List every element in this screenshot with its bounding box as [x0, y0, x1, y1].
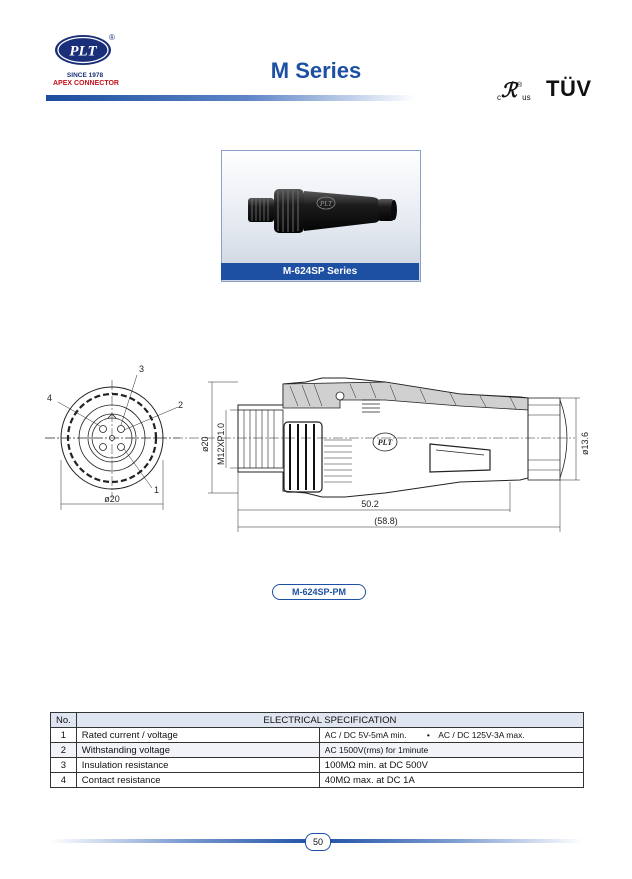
- dim-thread: M12XP1.0: [216, 422, 226, 465]
- pin-label-1: 1: [154, 485, 160, 495]
- row-no: 4: [51, 773, 77, 788]
- side-logo-mark: PLT: [377, 438, 393, 447]
- header-no: No.: [51, 713, 77, 728]
- brand-name: APEX CONNECTOR: [53, 80, 119, 87]
- front-view: [45, 375, 180, 510]
- side-view: [45, 378, 580, 532]
- logo-registered-mark: ®: [109, 33, 115, 42]
- row-no: 2: [51, 743, 77, 758]
- dim-front-diameter: ø20: [104, 494, 120, 504]
- dim-total-length: (58.8): [374, 516, 398, 526]
- header-rule: [46, 95, 416, 101]
- model-number-tag: M-624SP-PM: [272, 584, 366, 600]
- header-title: ELECTRICAL SPECIFICATION: [76, 713, 583, 728]
- row-no: 1: [51, 728, 77, 743]
- row-value-min: AC / DC 5V-5mA min.: [324, 730, 407, 740]
- row-name: Insulation resistance: [76, 758, 319, 773]
- brand-since: SINCE 1978: [66, 72, 104, 79]
- row-no: 3: [51, 758, 77, 773]
- ul-registered: ®: [516, 82, 523, 89]
- table-row: [51, 773, 584, 788]
- pin-label-2: 2: [178, 400, 184, 410]
- row-name: Rated current / voltage: [76, 728, 319, 743]
- pin-label-3: 3: [139, 364, 145, 374]
- ul-us-label: us: [522, 93, 531, 102]
- row-value: 40MΩ max. at DC 1A: [319, 773, 583, 788]
- ul-certification-mark: [497, 78, 531, 103]
- row-value: 100MΩ min. at DC 500V: [319, 758, 583, 773]
- dim-side-diameter: ø20: [200, 436, 210, 452]
- table-row: [51, 728, 584, 743]
- bullet: •: [426, 730, 430, 740]
- table-header-row: [51, 713, 584, 728]
- connector-photo-illustration: [222, 151, 420, 264]
- logo-text: PLT: [69, 43, 97, 60]
- row-name: Contact resistance: [76, 773, 319, 788]
- ul-c-label: c: [497, 93, 501, 102]
- product-caption: M-624SP Series: [221, 263, 419, 280]
- table-row: [51, 743, 584, 758]
- ul-icon: ℛ: [501, 80, 517, 102]
- row-value: AC 1500V(rms) for 1minute: [319, 743, 583, 758]
- electrical-spec-table: [50, 712, 584, 788]
- body-logo-mark: PLT: [320, 200, 332, 208]
- table-row: [51, 758, 584, 773]
- page-title: M Series: [270, 58, 362, 83]
- row-name: Withstanding voltage: [76, 743, 319, 758]
- dim-cable-diameter: ø13.6: [580, 431, 590, 455]
- row-value: [319, 728, 583, 743]
- technical-drawing: [40, 360, 600, 540]
- pin-label-4: 4: [47, 393, 53, 403]
- row-value-max: AC / DC 125V-3A max.: [438, 730, 525, 740]
- dim-length: 50.2: [361, 499, 379, 509]
- tuv-certification-mark: TÜV: [546, 76, 592, 101]
- page-number: 50: [305, 833, 331, 851]
